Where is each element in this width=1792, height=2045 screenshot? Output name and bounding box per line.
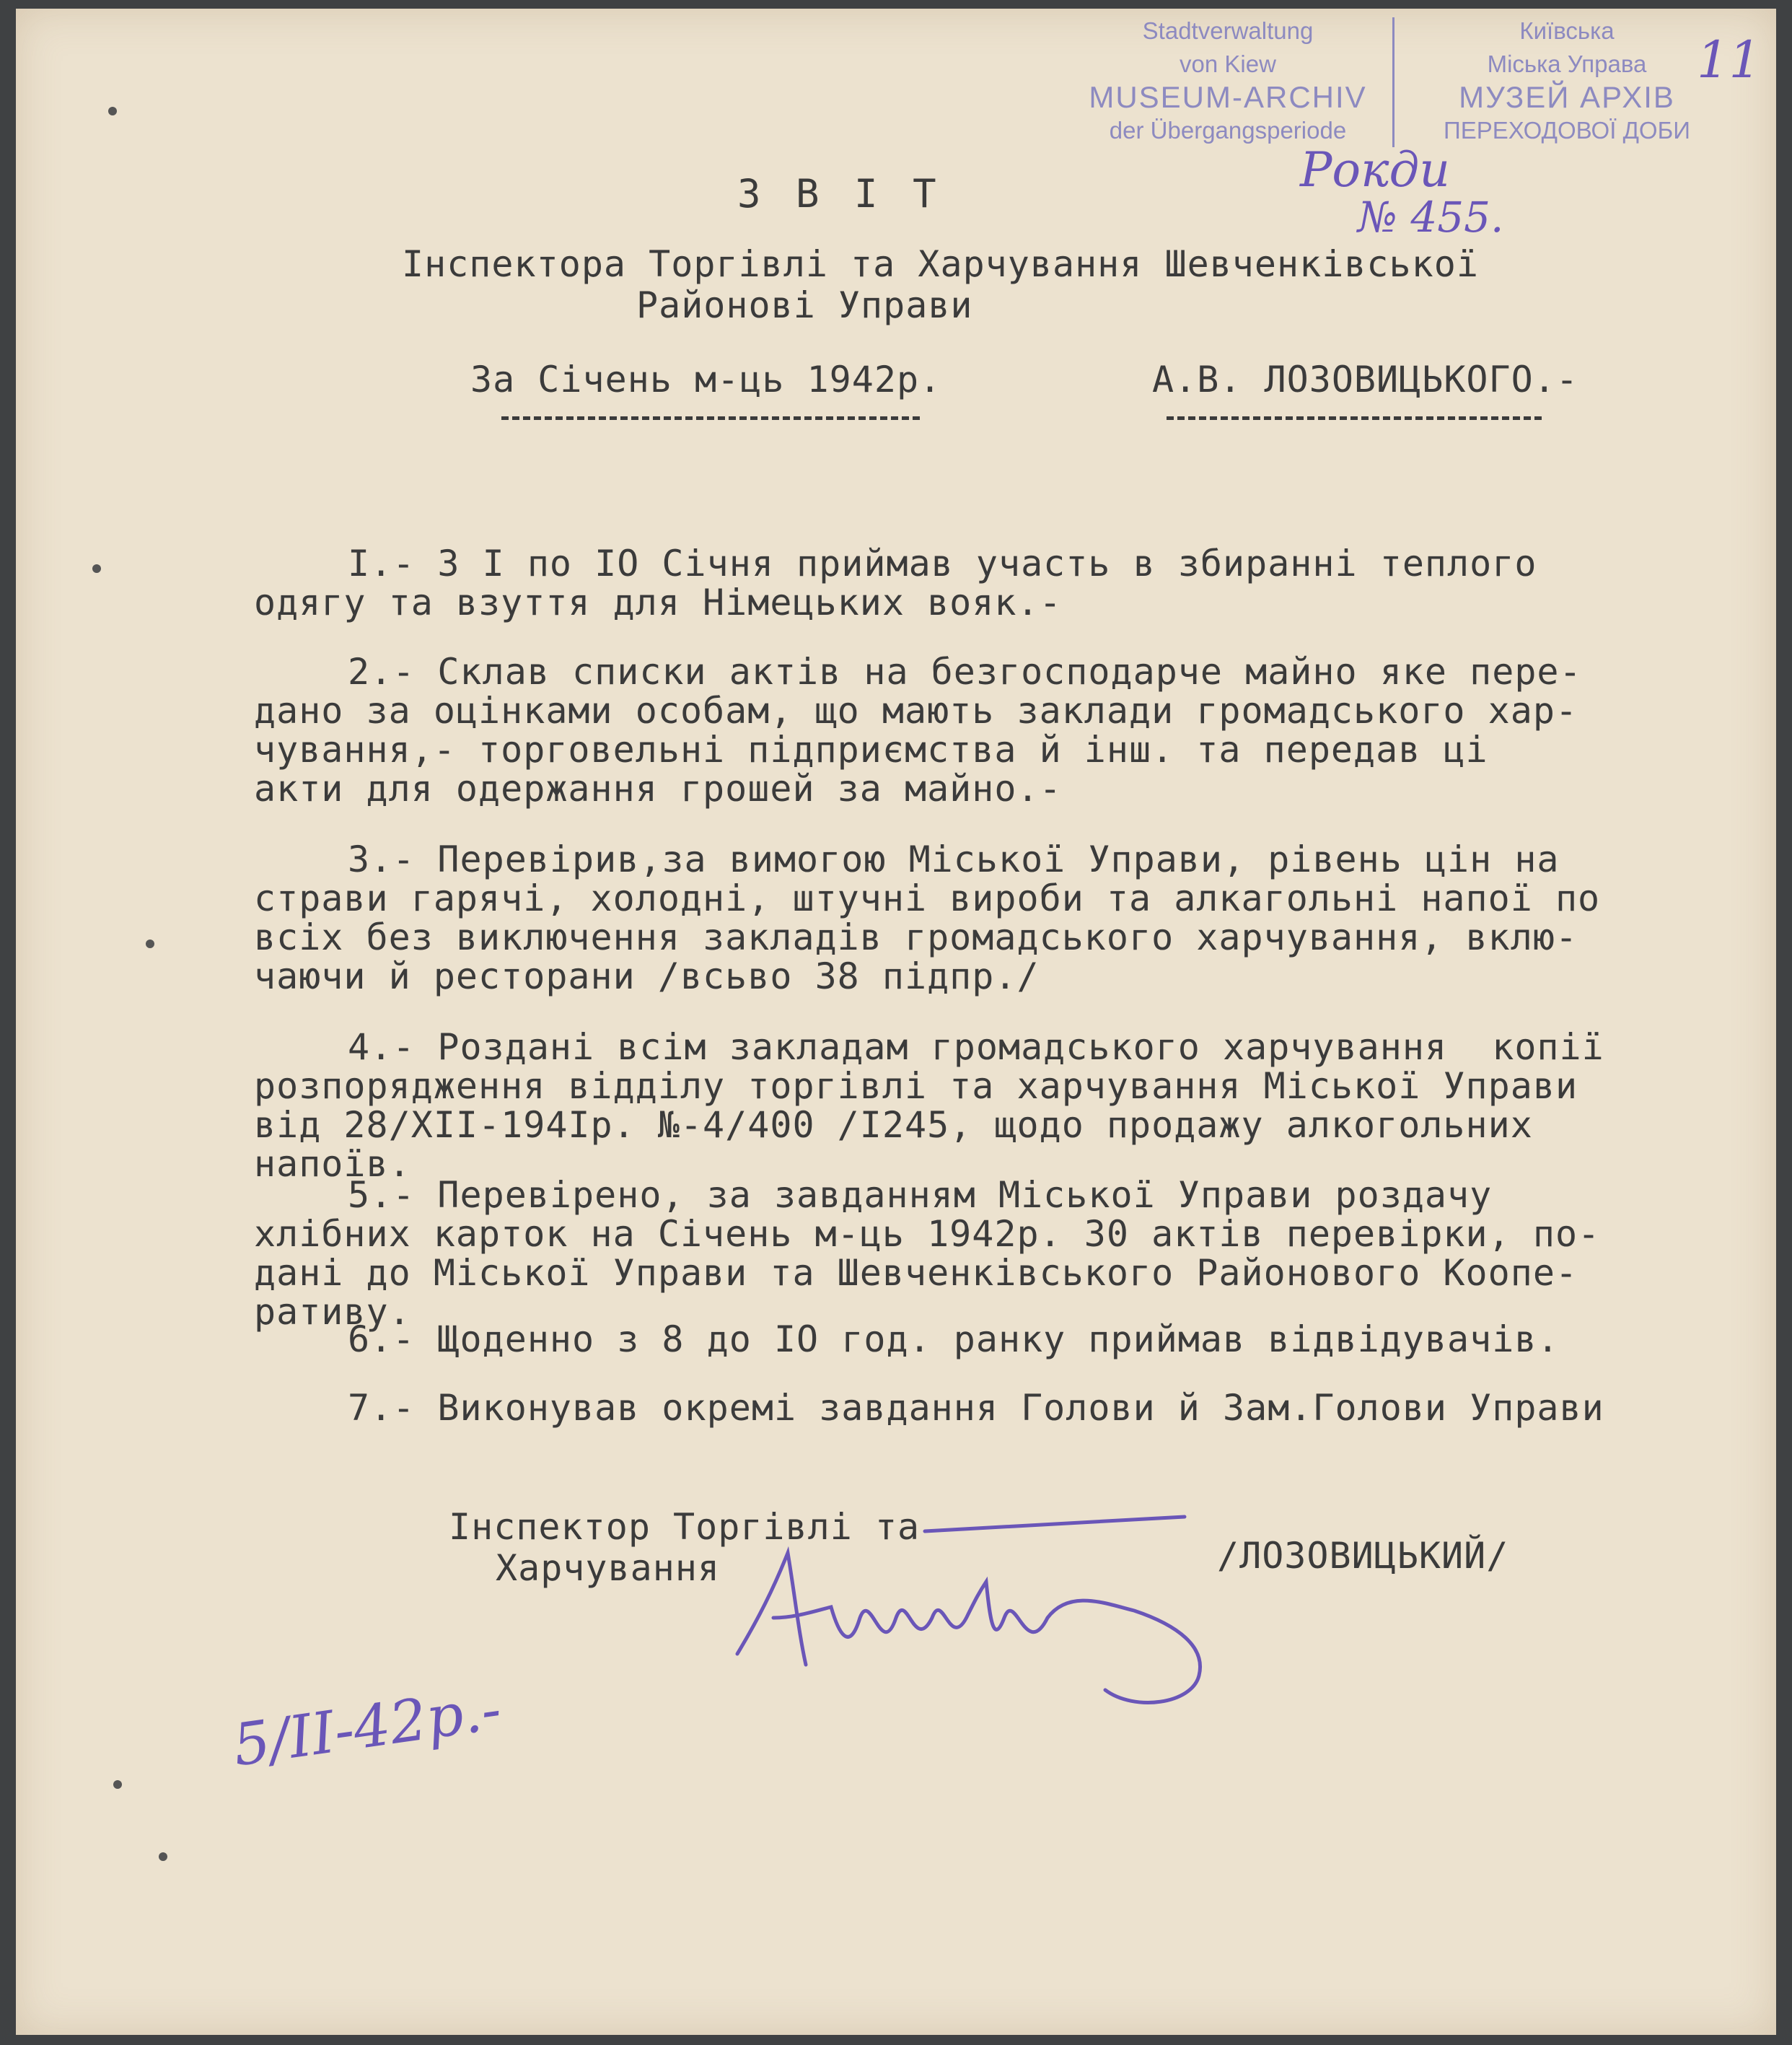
report-title: З В І Т bbox=[737, 171, 942, 216]
stamp-line: Stadtverwaltung bbox=[1142, 17, 1314, 44]
report-item-first-line: І.- З І по ІО Січня приймав участь в збиранні теплого bbox=[348, 543, 1537, 584]
period-underline bbox=[501, 416, 920, 420]
report-subtitle: Інспектора Торгівлі та Харчування Шевченківської bbox=[402, 243, 1479, 285]
report-item-line: акти для одержання грошей за майно.- bbox=[254, 768, 1062, 810]
document-page bbox=[16, 9, 1776, 2035]
stamp-line: der Übergangsperiode bbox=[1109, 117, 1347, 144]
stamp-line: ПЕРЕХОДОВОЇ ДОБИ bbox=[1444, 117, 1690, 144]
archive-note-line2: № 455. bbox=[1358, 193, 1504, 242]
report-item-first-line: 6.- Щоденно з 8 до ІО год. ранку приймав відвідувачів. bbox=[348, 1318, 1560, 1360]
signature bbox=[730, 1510, 1249, 1719]
punch-mark bbox=[92, 564, 101, 573]
stamp-line: Міська Управа bbox=[1487, 51, 1647, 77]
archive-stamp-german bbox=[1055, 14, 1401, 147]
sheet-number: 11 bbox=[1697, 30, 1762, 89]
report-item-line: одягу та взуття для Німецьких вояк.- bbox=[254, 582, 1062, 623]
punch-mark bbox=[159, 1852, 167, 1861]
report-item-line: розпорядження відділу торгівлі та харчування Міської Управи bbox=[254, 1065, 1578, 1107]
report-item-first-line: 2.- Склав списки актів на безгосподарче майно яке пере- bbox=[348, 651, 1582, 693]
author-underline bbox=[1167, 416, 1542, 420]
report-item-first-line: 7.- Виконував окремі завдання Голови й Зам.Голови Управи bbox=[348, 1387, 1604, 1429]
report-item-line: дані до Міської Управи та Шевченківського Районового Коопе- bbox=[254, 1252, 1578, 1294]
report-item-line: дано за оцінками особам, що мають заклади громадського хар- bbox=[254, 690, 1578, 732]
handwritten-date: 5/ІІ-42р.- bbox=[229, 1675, 506, 1779]
report-item-line: чування,- торговельні підприємства й інш. та передав ці bbox=[254, 729, 1488, 771]
report-subtitle: Районові Управи bbox=[636, 284, 973, 326]
stamp-divider bbox=[1392, 17, 1394, 147]
report-item-first-line: 4.- Роздані всім закладам громадського харчування копії bbox=[348, 1026, 1604, 1068]
punch-mark bbox=[146, 940, 154, 948]
signatory-name: /ЛОЗОВИЦЬКИЙ/ bbox=[1217, 1535, 1509, 1577]
report-item-line: всіх без виключення закладів громадського харчування, вклю- bbox=[254, 916, 1578, 958]
signatory-position: Інспектор Торгівлі та bbox=[449, 1506, 921, 1548]
report-item-line: чаючи й ресторани /всьво 38 підпр./ bbox=[254, 955, 1040, 997]
punch-mark bbox=[108, 107, 117, 115]
archive-stamp-ukrainian bbox=[1401, 14, 1733, 147]
signatory-position: Харчування bbox=[496, 1547, 721, 1589]
punch-mark bbox=[113, 1780, 122, 1789]
stamp-line: Київська bbox=[1519, 17, 1615, 44]
archive-note-line1: Рокди bbox=[1300, 142, 1450, 198]
report-item-first-line: 5.- Перевірено, за завданням Міської Управи роздачу bbox=[348, 1174, 1493, 1216]
report-item-line: від 28/ХІІ-194Ір. №-4/400 /І245, щодо продажу алкогольних bbox=[254, 1104, 1533, 1146]
report-period: За Січень м-ць 1942р. bbox=[470, 359, 942, 400]
report-author: А.В. ЛОЗОВИЦЬКОГО.- bbox=[1152, 359, 1578, 400]
report-item-line: напоїв. bbox=[254, 1143, 411, 1185]
report-item-first-line: 3.- Перевірив,за вимогою Міської Управи, рівень цін на bbox=[348, 838, 1560, 880]
stamp-line: MUSEUM-ARCHIV bbox=[1089, 80, 1367, 114]
stamp-line: von Kiew bbox=[1180, 51, 1276, 77]
stamp-line: МУЗЕЙ АРХІВ bbox=[1459, 80, 1675, 114]
report-item-line: страви гарячі, холодні, штучні вироби та алкагольні напої по bbox=[254, 877, 1601, 919]
report-item-line: хлібних карток на Січень м-ць 1942р. 30 актів перевірки, по- bbox=[254, 1213, 1601, 1255]
report-item-line: ративу. bbox=[254, 1291, 411, 1333]
